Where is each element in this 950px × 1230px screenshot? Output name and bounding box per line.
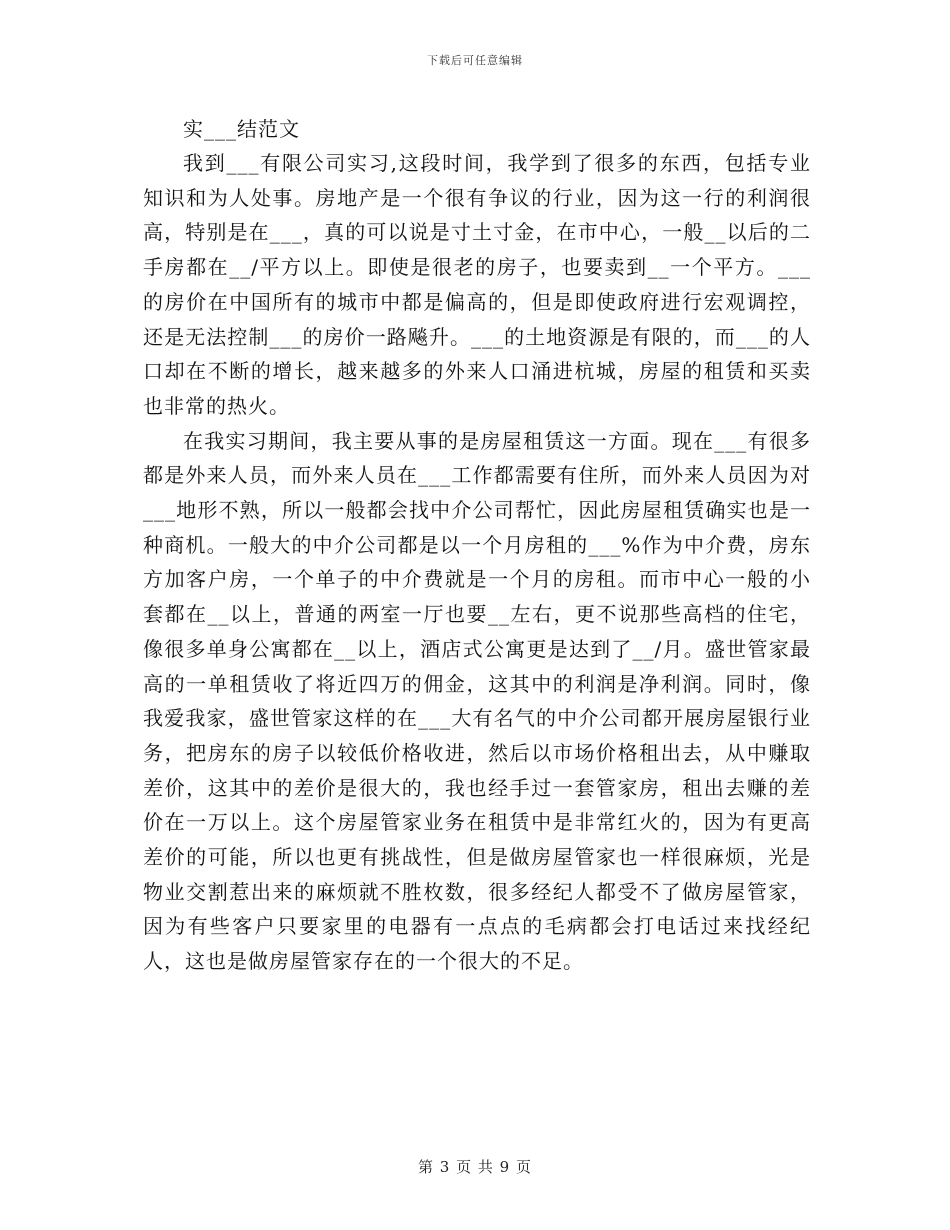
paragraph: 在我实习期间，我主要从事的是房屋租赁这一方面。现在___有很多都是外来人员，而外来人员在___工作都需要有住所，而外来人员因为对___地形不熟，所以一般都会找中介公司帮忙，因此房屋租赁确实也是一种商机。一般大的中介公司都是以一个月房租的___%作为中介费，房东方加客户房，一个单子的中介费就是一个月的房租。而市中心一般的小套都在__以上，普通的两室一厅也要__左右，更不说那些高档的住宅，像很多单身公寓都在__以上，酒店式公寓更是达到了__/月。盛世管家最高的一单租赁收了将近四万的佣金，这其中的利润是净利润。同时，像我爱我家，盛世管家这样的在___大有名气的中介公司都开展房屋银行业务，把房东的房子以较低价格收进，然后以市场价格租出去，从中赚取差价，这其中的差价是很大的，我也经手过一套管家房，租出去赚的差价在一万以上。这个房屋管家业务在租赁中是非常红火的，因为有更高差价的可能，所以也更有挑战性，但是做房屋管家也一样很麻烦，光是物业交割惹出来的麻烦就不胜枚数，很多经纪人都受不了做房屋管家，因为有些客户只要家里的电器有一点点的毛病都会打电话过来找经纪人，这也是做房屋管家存在的一个很大的不足。 — [143, 428, 811, 974]
document-title: 实___结范文 — [183, 117, 300, 141]
document-body — [143, 112, 811, 979]
page-number-footer: 第 3 页 共 9 页 — [418, 1158, 532, 1176]
paragraph: 我到___有限公司实习,这段时间，我学到了很多的东西，包括专业知识和为人处事。房地产是一个很有争议的行业，因为这一行的利润很高，特别是在___，真的可以说是寸土寸金，在市中心，一般__以后的二手房都在__/平方以上。即使是很老的房子，也要卖到__一个平方。___的房价在中国所有的城市中都是偏高的，但是即使政府进行宏观调控，还是无法控制___的房价一路飚升。___的土地资源是有限的，而___的人口却在不断的增长，越来越多的外来人口涌进杭城，房屋的租赁和买卖也非常的热火。 — [143, 151, 811, 418]
page-header: 下载后可任意编辑 — [427, 54, 523, 67]
